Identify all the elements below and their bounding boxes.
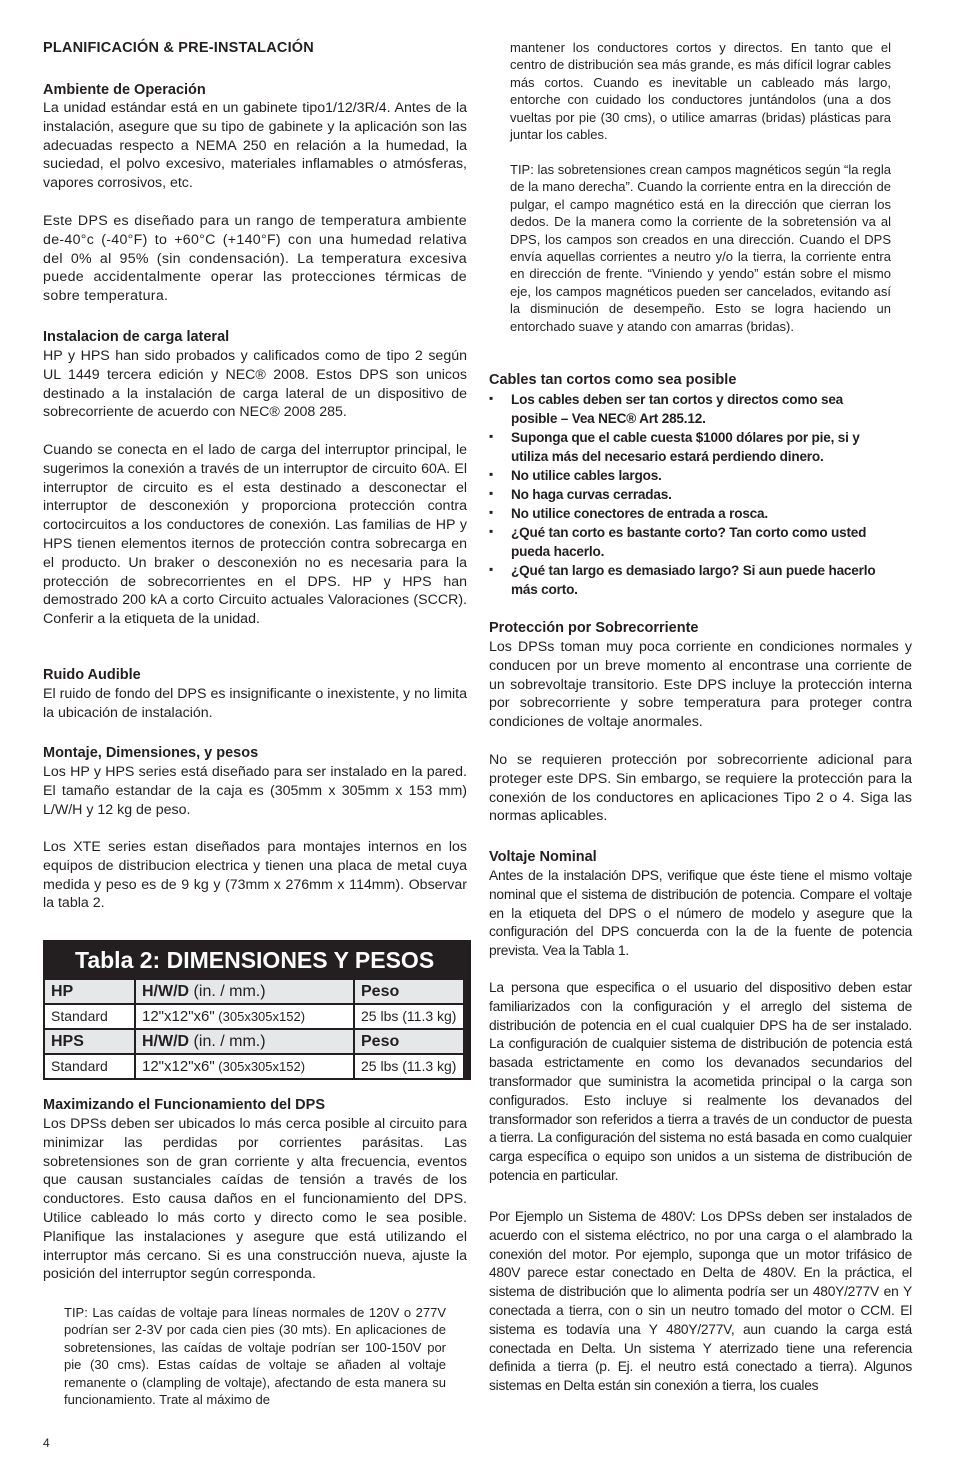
table-cell: 25 lbs (11.3 kg) (355, 1005, 463, 1028)
table-cell: HP (45, 980, 134, 1003)
section-heading-carga-lateral: Instalacion de carga lateral (43, 329, 230, 345)
table-cell: 12"x12"x6" (305x305x152) (136, 1055, 353, 1078)
paragraph-sobrecorriente-2: No se requieren protección por sobrecorriente adicional para proteger este DPS. Sin embargo, se requiere la protección para la conexión de los conductores en aplicaciones Tipo 2 o 4. Siga las normas aplicables. (489, 752, 912, 825)
list-item: ▪ ¿Qué tan corto es bastante corto? Tan corto como usted pueda hacerlo. (489, 523, 889, 561)
paragraph-ambiente-1: La unidad estándar está en un gabinete tipo1/12/3R/4. Antes de la instalación, asegure que su tipo de gabinete y la aplicación son las adecuadas respecto a NEMA 250 en relación a la humedad, la suciedad, el polvo excesivo, materiales inflamables o atmósferas, vapores corrosivos, etc. (43, 100, 467, 192)
tip-paragraph-1: TIP: Las caídas de voltaje para líneas normales de 120V o 277V podrían ser 2-3V por cada cien pies (30 mts). En aplicaciones de sobretensiones, las caídas de voltaje podrían ser 100-150V por pie (30 cms). Estas caídas de voltaje se añaden al voltaje remanente o (clampling de voltaje), afectando de esta manera su funcionamiento. Trate al máximo de (64, 1305, 446, 1408)
page-title: PLANIFICACIÓN & PRE-INSTALACIÓN (43, 40, 314, 56)
dimensions-table (43, 940, 471, 1080)
list-item: ▪ No haga curvas cerradas. (489, 485, 889, 504)
list-item: ▪ ¿Qué tan largo es demasiado largo? Si aun puede hacerlo más corto. (489, 561, 889, 599)
paragraph-ruido: El ruido de fondo del DPS es insignificante o inexistente, y no limita la ubicación de instalación. (43, 686, 467, 721)
section-heading-ambiente: Ambiente de Operación (43, 82, 206, 98)
table-cell: Standard (45, 1055, 134, 1078)
table-row (45, 1005, 469, 1028)
table-title: Tabla 2: DIMENSIONES Y PESOS (45, 942, 469, 978)
section-heading-voltaje: Voltaje Nominal (489, 849, 597, 865)
table-cell: H/W/D (in. / mm.) (136, 1030, 353, 1053)
tip-paragraph-2: TIP: las sobretensiones crean campos magnéticos según “la regla de la mano derecha”. Cuando la corriente entra en la dirección de pulgar, el campo magnético está en la dirección que cierran los dedos. De la manera como la corriente de la sobretensión va al DPS, los campos son creados en una dirección. Cuando el DPS envía aquellas corrientes a neutro y/o la tierra, la corriente entra en dirección de frente. “Viniendo y yendo” están sobre el mismo eje, los campos magnéticos pueden ser cancelados, evitando así la disminución de desempeño. Esto se logra haciendo un entorchado suave y atando con amarras (bridas). (510, 162, 891, 334)
list-item: ▪ Suponga que el cable cuesta $1000 dólares por pie, si y utiliza más del necesario estará perdiendo dinero. (489, 428, 889, 466)
paragraph-montaje-1: Los HP y HPS series está diseñado para ser instalado en la pared. El tamaño estandar de la caja es (305mm x 305mm x 153 mm) L/W/H y 12 kg de peso. (43, 764, 467, 818)
section-heading-maximizando: Maximizando el Funcionamiento del DPS (43, 1097, 325, 1113)
table-cell: Peso (355, 1030, 463, 1053)
paragraph-voltaje-2: La persona que especifica o el usuario del dispositivo deben estar familiarizados con la configuración y el arreglo del sistema de distribución de potencia en el cual cualquier DPS ha de ser instalado. La configuración de cualquier sistema de distribución de potencia está basada estrictamente en como los devanados secundarios del transformador que suministra la acometida principal o la carga son configurados. Esto incluye si realmente los devanados del transformador son referidos a tierra a través de un conductor de puesta a tierra. La configuración del sistema no está basada en como cualquier carga específica o equipo son unidos a un sistema de distribución de potencia en particular. (489, 980, 912, 1183)
list-item: ▪ Los cables deben ser tan cortos y directos como sea posible – Vea NEC® Art 285.12. (489, 390, 889, 428)
paragraph-carga-lateral-1: HP y HPS han sido probados y calificados como de tipo 2 según UL 1449 tercera edición y NEC® 2008. Estos DPS son unicos destinado a la instalación de carga lateral de un dispositivo de sobrecorriente de acuerdo con NEC® 2008 285. (43, 348, 467, 421)
table-header-row (45, 980, 469, 1003)
page-number: 4 (43, 1436, 50, 1450)
paragraph-voltaje-1: Antes de la instalación DPS, verifique que éste tiene el mismo voltaje nominal que el sistema de distribución de potencia. Compare el voltaje en la etiqueta del DPS o el número de modelo y asegure que la configuración del DPS concuerda con la de la fuente de potencia prevista. Vea la Tabla 1. (489, 868, 912, 959)
section-heading-cables: Cables tan cortos como sea posible (489, 372, 737, 388)
list-item: ▪ No utilice conectores de entrada a rosca. (489, 504, 889, 523)
table-cell: Standard (45, 1005, 134, 1028)
tip-paragraph-1-continued: mantener los conductores cortos y directos. En tanto que el centro de distribución sea más grande, es más difícil lograr cables más cortos. Cuando es inevitable un cableado más largo, entorche con cuidado los conductores juntándolos (una a dos vueltas por pie (30 cms), o utilice amarras (bridas) plásticas para juntar los cables. (510, 40, 891, 143)
table-header-row (45, 1030, 469, 1053)
table-cell: HPS (45, 1030, 134, 1053)
section-heading-montaje: Montaje, Dimensiones, y pesos (43, 745, 259, 761)
cables-bullet-list (489, 390, 889, 599)
list-item: ▪ No utilice cables largos. (489, 466, 889, 485)
paragraph-carga-lateral-2: Cuando se conecta en el lado de carga del interruptor principal, le sugerimos la conexión a través de un interruptor de circuito 60A. El interruptor de circuito es el esta destinado a desconectar el interruptor de desconexión y proporciona protección contra cortocircuitos a los conductores de conexión. Las familias de HP y HPS tienen elementos iternos de protección contra sobrecarga en el producto. Un braker o desconexión no es necesaria para la protección de sobrecorrientes en el DPS. HP y HPS han demostrado 200 kA a corto Circuito actuales Valoraciones (SCCR). Conferir a la etiqueta de la unidad. (43, 442, 467, 628)
paragraph-sobrecorriente-1: Los DPSs toman muy poca corriente en condiciones normales y conducen por un breve momento al encontrase una corriente de un sobrevoltaje transitorio. Este DPS incluye la protección interna por sobrecorriente y sobre temperatura para proteger contra condiciones de voltaje anormales. (489, 639, 912, 731)
table-cell: Peso (355, 980, 463, 1003)
paragraph-montaje-2: Los XTE series estan diseñados para montajes internos en los equipos de distribucion electrica y tienen una placa de metal cuya medida y peso es de 9 kg y (73mm x 276mm x 114mm). Observar la tabla 2. (43, 839, 467, 912)
paragraph-maximizando: Los DPSs deben ser ubicados lo más cerca posible al circuito para minimizar las perdidas por corrientes parásitas. Las sobretensiones son de gran corriente y alta frecuencia, eventos que causan sustanciales caídas de tensión a través de los conductores. Esto causa daños en el funcionamiento del DPS. Utilice cableado lo más corto y directo como le sea posible. Planifique las instalaciones y asegure que está utilizando el interruptor más cercano. Si es una construcción nueva, ajuste la posición del interruptor según corresponda. (43, 1116, 467, 1283)
table-cell: 25 lbs (11.3 kg) (355, 1055, 463, 1078)
table-row (45, 1055, 469, 1078)
section-heading-sobrecorriente: Protección por Sobrecorriente (489, 620, 699, 636)
table-cell: 12"x12"x6" (305x305x152) (136, 1005, 353, 1028)
paragraph-ambiente-2: Este DPS es diseñado para un rango de temperatura ambiente de-40°c (-40°F) to +60°C (+140°F) con una humedad relativa del 0% al 95% (sin condensación). La temperatura excesiva puede accidentalmente operar las protecciones térmicas de sobre temperatura. (43, 213, 467, 305)
table-cell: H/W/D (in. / mm.) (136, 980, 353, 1003)
section-heading-ruido: Ruido Audible (43, 667, 141, 683)
paragraph-voltaje-3: Por Ejemplo un Sistema de 480V: Los DPSs deben ser instalados de acuerdo con el sistema eléctrico, no por una carga o el alambrado la conexión del motor. Por ejemplo, suponga que un motor trifásico de 480V parece estar conectado en Delta de 480V. En la práctica, el sistema de distribución que lo alimenta podría ser un 480Y/277V en Y conectada a tierra, con o sin un neutro tomado del motor o CCM. El sistema es todavía una Y 480Y/277V, aun cuando la carga está conectada en Delta. Un sistema Y aterrizado tiene una referencia definida a tierra (p. Ej. el neutro está conectado a tierra). Algunos sistemas en Delta están sin conexión a tierra, los cuales (489, 1209, 912, 1394)
